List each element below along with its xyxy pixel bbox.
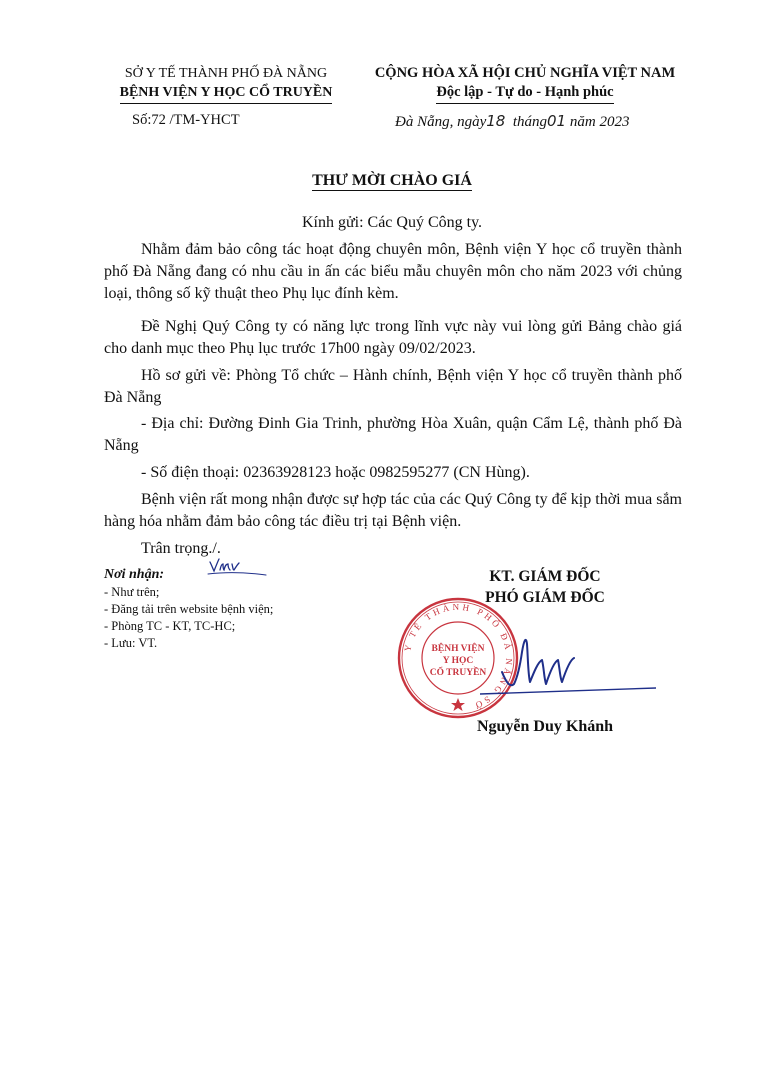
date-day: 18 — [486, 112, 506, 130]
date-year: năm 2023 — [569, 114, 630, 130]
hospital-name: BỆNH VIỆN Y HỌC CỔ TRUYỀN — [120, 83, 333, 104]
recipient-item: - Phòng TC - KT, TC-HC; — [104, 619, 236, 633]
date-month: 01 — [547, 112, 567, 130]
paragraph-phone: - Số điện thoại: 02363928123 hoặc 0982595277 (CN Hùng). — [141, 464, 530, 481]
closing-text: Trân trọng./. — [141, 540, 221, 557]
country-name: CỘNG HÒA XÃ HỘI CHỦ NGHĨA VIỆT NAM — [374, 65, 676, 81]
salutation: Kính gửi: Các Quý Công ty. — [301, 214, 483, 231]
document-title: THƯ MỜI CHÀO GIÁ — [312, 172, 472, 189]
paragraph-cooperation: Bệnh viện rất mong nhận được sự hợp tác của các Quý Công ty để kịp thời mua sắm hàng hóa nhằm đảm bảo công tác điều trị tại Bệnh viện. — [104, 491, 682, 530]
recipients-title: Nơi nhận: — [104, 567, 165, 582]
issuing-agency-header — [96, 64, 356, 104]
seal-center-line2: Y HỌC — [442, 656, 474, 666]
document-number: Số:72 /TM-YHCT — [132, 112, 240, 128]
document-date — [395, 112, 629, 131]
national-motto-header — [355, 64, 695, 104]
seal-center-line1: BỆNH VIỆN — [431, 644, 485, 654]
seal-ring-text: Y TẾ THÀNH PHỐ ĐÀ NẴNG SỞ — [402, 601, 515, 712]
seal-center-line3: CỔ TRUYỀN — [429, 668, 487, 678]
recipients-list — [104, 566, 273, 652]
paragraph-submission: Hồ sơ gửi về: Phòng Tổ chức – Hành chính, Bệnh viện Y học cổ truyền thành phố Đà Nẵng — [104, 367, 682, 406]
paragraph-purpose: Nhằm đảm bảo công tác hoạt động chuyên môn, Bệnh viện Y học cổ truyền thành phố Đà Nẵng đang có nhu cầu in ấn các biểu mẫu chuyên môn cho năm 2023 với chủng loại, thông số kỹ thuật theo Phụ lục đính kèm. — [104, 241, 682, 302]
date-month-label: tháng — [512, 114, 548, 130]
recipient-item: - Lưu: VT. — [104, 636, 158, 650]
paragraph-request: Đề Nghị Quý Công ty có năng lực trong lĩnh vực này vui lòng gửi Bảng chào giá cho danh mục theo Phụ lục trước 17h00 ngày 09/02/2023. — [104, 318, 682, 357]
handwritten-signature — [480, 622, 656, 706]
seal-star-icon — [451, 698, 465, 711]
recipient-item: - Đăng tải trên website bệnh viện; — [104, 602, 274, 616]
department-name: SỞ Y TẾ THÀNH PHỐ ĐÀ NẴNG — [124, 66, 328, 81]
date-prefix: Đà Nẵng, ngày — [395, 114, 487, 130]
signatory-line2: PHÓ GIÁM ĐỐC — [485, 589, 605, 606]
national-motto: Độc lập - Tự do - Hạnh phúc — [436, 83, 613, 104]
signatory-name: Nguyễn Duy Khánh — [476, 718, 614, 735]
signatory-line1: KT. GIÁM ĐỐC — [489, 568, 601, 585]
recipient-item: - Như trên; — [104, 585, 160, 599]
paragraph-address: - Địa chỉ: Đường Đinh Gia Trinh, phường Hòa Xuân, quận Cẩm Lệ, thành phố Đà Nẵng — [104, 415, 682, 454]
